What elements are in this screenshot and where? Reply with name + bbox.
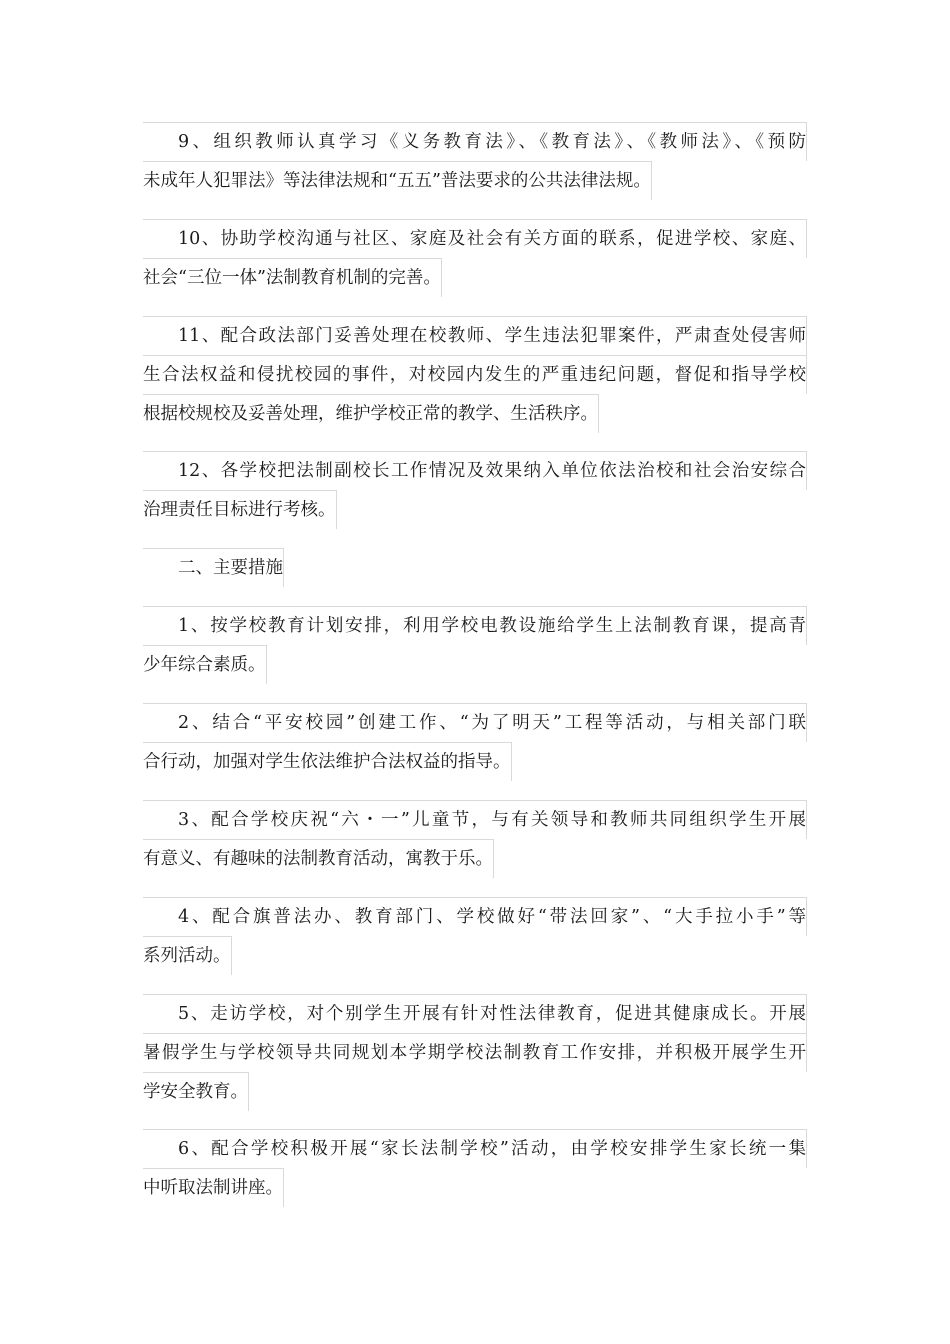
paragraph-line: 少年综合素质。 bbox=[143, 645, 267, 684]
paragraph-measure-2 bbox=[143, 703, 807, 785]
paragraph-line: 暑假学生与学校领导共同规划本学期学校法制教育工作安排，并积极开展学生开 bbox=[143, 1033, 807, 1072]
paragraph-measure-6 bbox=[143, 1129, 807, 1211]
section-heading-text: 二、主要措施 bbox=[143, 548, 284, 587]
paragraph-line: 社会“三位一体”法制教育机制的完善。 bbox=[143, 258, 442, 297]
paragraph-item-10 bbox=[143, 219, 807, 301]
paragraph-line: 12、各学校把法制副校长工作情况及效果纳入单位依法治校和社会治安综合 bbox=[143, 451, 807, 490]
paragraph-measure-1 bbox=[143, 606, 807, 688]
paragraph-line: 未成年人犯罪法》等法律法规和“五五”普法要求的公共法律法规。 bbox=[143, 161, 652, 200]
paragraph-measure-3 bbox=[143, 800, 807, 882]
paragraph-item-12 bbox=[143, 451, 807, 533]
paragraph-line: 中听取法制讲座。 bbox=[143, 1168, 284, 1207]
paragraph-measure-4 bbox=[143, 897, 807, 979]
paragraph-line: 2、结合“平安校园”创建工作、“为了明天”工程等活动，与相关部门联 bbox=[143, 703, 807, 742]
paragraph-item-11 bbox=[143, 316, 807, 437]
paragraph-measure-5 bbox=[143, 994, 807, 1115]
paragraph-line: 5、走访学校，对个别学生开展有针对性法律教育，促进其健康成长。开展 bbox=[143, 994, 807, 1033]
paragraph-line: 学安全教育。 bbox=[143, 1072, 249, 1111]
paragraph-line: 11、配合政法部门妥善处理在校教师、学生违法犯罪案件，严肃查处侵害师 bbox=[143, 316, 807, 355]
paragraph-line: 3、配合学校庆祝“六・一”儿童节，与有关领导和教师共同组织学生开展 bbox=[143, 800, 807, 839]
paragraph-line: 合行动，加强对学生依法维护合法权益的指导。 bbox=[143, 742, 512, 781]
paragraph-line: 治理责任目标进行考核。 bbox=[143, 490, 337, 529]
paragraph-item-9 bbox=[143, 122, 807, 204]
paragraph-line: 生合法权益和侵扰校园的事件，对校园内发生的严重违纪问题，督促和指导学校 bbox=[143, 355, 807, 394]
paragraph-line: 4、配合旗普法办、教育部门、学校做好“带法回家”、“大手拉小手”等 bbox=[143, 897, 807, 936]
section-heading-measures bbox=[143, 548, 807, 591]
paragraph-line: 1、按学校教育计划安排，利用学校电教设施给学生上法制教育课，提高青 bbox=[143, 606, 807, 645]
paragraph-line: 有意义、有趣味的法制教育活动，寓教于乐。 bbox=[143, 839, 494, 878]
paragraph-line: 6、配合学校积极开展“家长法制学校”活动，由学校安排学生家长统一集 bbox=[143, 1129, 807, 1168]
paragraph-line: 9、组织教师认真学习《义务教育法》、《教育法》、《教师法》、《预防 bbox=[143, 122, 807, 161]
paragraph-line: 根据校规校及妥善处理，维护学校正常的教学、生活秩序。 bbox=[143, 394, 599, 433]
paragraph-line: 系列活动。 bbox=[143, 936, 232, 975]
paragraph-line: 10、协助学校沟通与社区、家庭及社会有关方面的联系，促进学校、家庭、 bbox=[143, 219, 807, 258]
